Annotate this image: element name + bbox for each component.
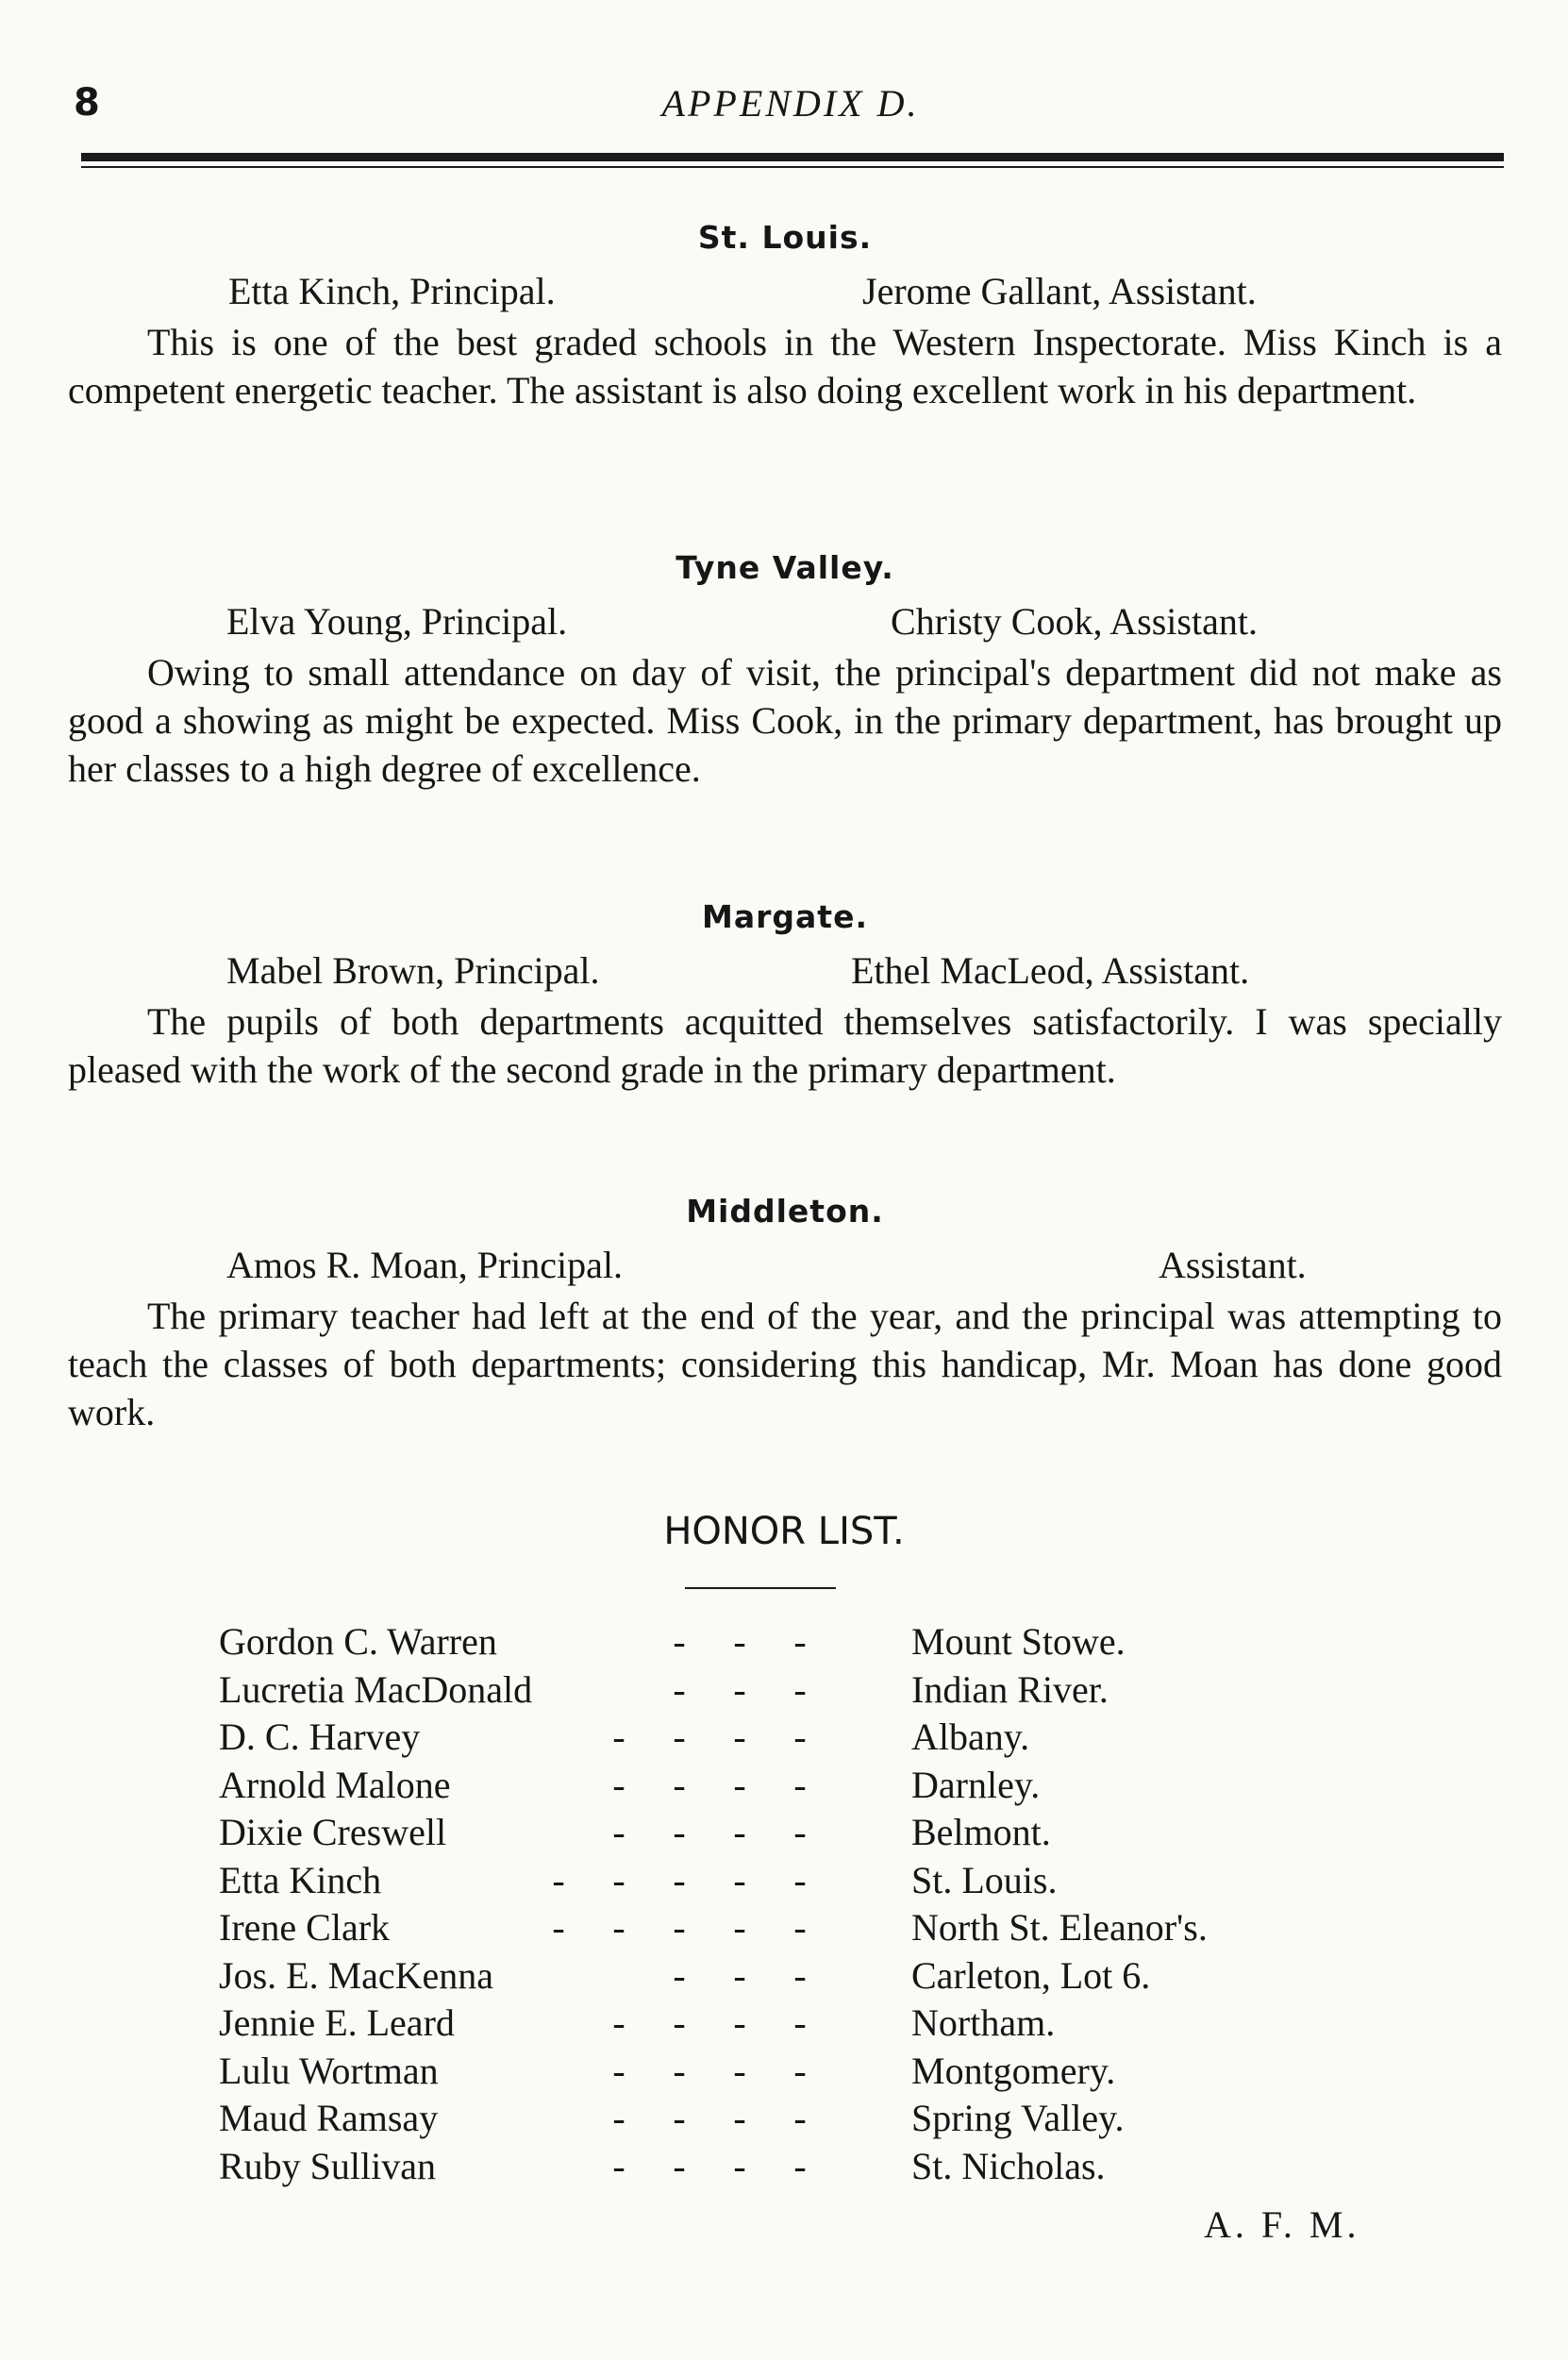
principal-name: Etta Kinch, Principal.	[228, 270, 556, 312]
honor-list-entry	[0, 1810, 1568, 1858]
dash-leader: - - - -	[612, 2097, 807, 2139]
dash-leader: - - - -	[612, 1716, 807, 1758]
staff-line	[68, 269, 1502, 318]
principal-name: Amos R. Moan, Principal.	[226, 1244, 623, 1286]
honor-list-entry	[0, 2049, 1568, 2097]
section-body: Owing to small attendance on day of visit, the principal's department did not make as good a showing as might be expected. Miss Cook, in the primary department, has brought up her classes to a high degree of excellence.	[68, 651, 1502, 790]
running-title: APPENDIX D.	[661, 82, 920, 125]
dash-leader: - - - -	[612, 2001, 807, 2044]
dash-leader: - - -	[673, 1620, 807, 1663]
honor-list-entry	[0, 2096, 1568, 2144]
honoree-school: Indian River.	[911, 1667, 1109, 1711]
honoree-name: Gordon C. Warren	[219, 1620, 497, 1663]
page-header	[74, 81, 1508, 138]
honor-list-entry	[0, 2144, 1568, 2192]
honor-list-rule	[685, 1587, 836, 1589]
honoree-name: Jennie E. Leard	[219, 2001, 455, 2044]
honoree-school: St. Louis.	[911, 1858, 1058, 1901]
section-middleton	[68, 1193, 1502, 1436]
honoree-name: Maud Ramsay	[219, 2097, 439, 2139]
honoree-name: Irene Clark	[219, 1906, 391, 1949]
section-st-louis	[68, 219, 1502, 414]
dash-leader: - - - -	[612, 1763, 807, 1806]
honoree-school: Belmont.	[911, 1811, 1051, 1853]
honoree-school: Montgomery.	[911, 2049, 1116, 2092]
honoree-name: Dixie Creswell	[219, 1811, 447, 1853]
staff-line	[68, 599, 1502, 648]
honor-list-entry	[0, 1715, 1568, 1763]
honor-list	[0, 1619, 1568, 2191]
honoree-name: Jos. E. MacKenna	[219, 1953, 494, 1997]
honor-list-entry	[0, 1953, 1568, 2001]
section-margate	[68, 898, 1502, 1094]
honoree-name: Arnold Malone	[219, 1763, 451, 1806]
assistant-name: Ethel MacLeod, Assistant.	[851, 949, 1250, 992]
honoree-school: Albany.	[911, 1716, 1030, 1758]
honoree-name: Ruby Sullivan	[219, 2144, 437, 2187]
honor-list-entry	[0, 1763, 1568, 1811]
honoree-school: Spring Valley.	[911, 2097, 1125, 2139]
honor-list-entry	[0, 1667, 1568, 1716]
dash-leader: - - - - -	[552, 1858, 807, 1901]
section-title: Margate.	[702, 898, 868, 935]
page-number: 8	[74, 81, 100, 125]
header-rule-thin	[81, 166, 1504, 168]
honor-list-entry	[0, 1619, 1568, 1667]
honoree-name: Lucretia MacDonald	[219, 1667, 533, 1711]
honor-list-title: HONOR LIST.	[663, 1510, 905, 1553]
section-body: This is one of the best graded schools in the Western Inspectorate. Miss Kinch is a competent energetic teacher. The assistant is also doing excellent work in his department.	[68, 321, 1502, 411]
honoree-name: D. C. Harvey	[219, 1716, 421, 1758]
dash-leader: - - - -	[612, 1811, 807, 1853]
honor-list-entry	[0, 1858, 1568, 1906]
honoree-school: Carleton, Lot 6.	[911, 1953, 1151, 1997]
header-rule-thick	[81, 153, 1504, 161]
honoree-school: Darnley.	[911, 1763, 1041, 1806]
honoree-name: Lulu Wortman	[219, 2049, 439, 2092]
honor-list-entry	[0, 1905, 1568, 1953]
section-title: St. Louis.	[697, 219, 873, 256]
dash-leader: - - -	[673, 1953, 807, 1997]
signature: A. F. M.	[1204, 2203, 1360, 2246]
principal-name: Elva Young, Principal.	[226, 600, 568, 643]
section-tyne-valley	[68, 549, 1502, 793]
section-title: Tyne Valley.	[676, 549, 894, 586]
section-body: The primary teacher had left at the end of the year, and the principal was attempting to teach the classes of both departments; considering this handicap, Mr. Moan has done good work.	[68, 1295, 1502, 1433]
section-body: The pupils of both departments acquitted themselves satisfactorily. I was specially pleased with the work of the second grade in the primary department.	[68, 1000, 1502, 1091]
assistant-name: Jerome Gallant, Assistant.	[862, 270, 1257, 312]
section-title: Middleton.	[686, 1193, 884, 1230]
honoree-school: North St. Eleanor's.	[911, 1906, 1208, 1949]
honoree-school: Mount Stowe.	[911, 1620, 1126, 1663]
dash-leader: - - - - -	[552, 1906, 807, 1949]
assistant-name: Christy Cook, Assistant.	[891, 600, 1258, 643]
staff-line	[68, 948, 1502, 997]
honor-list-entry	[0, 2000, 1568, 2049]
dash-leader: - - - -	[612, 2144, 807, 2187]
dash-leader: - - - -	[612, 2049, 807, 2092]
staff-line	[68, 1243, 1502, 1292]
dash-leader: - - -	[673, 1667, 807, 1711]
honoree-name: Etta Kinch	[219, 1858, 382, 1901]
honoree-school: St. Nicholas.	[911, 2144, 1106, 2187]
honoree-school: Northam.	[911, 2001, 1056, 2044]
principal-name: Mabel Brown, Principal.	[226, 949, 600, 992]
assistant-name: Assistant.	[1159, 1244, 1307, 1286]
